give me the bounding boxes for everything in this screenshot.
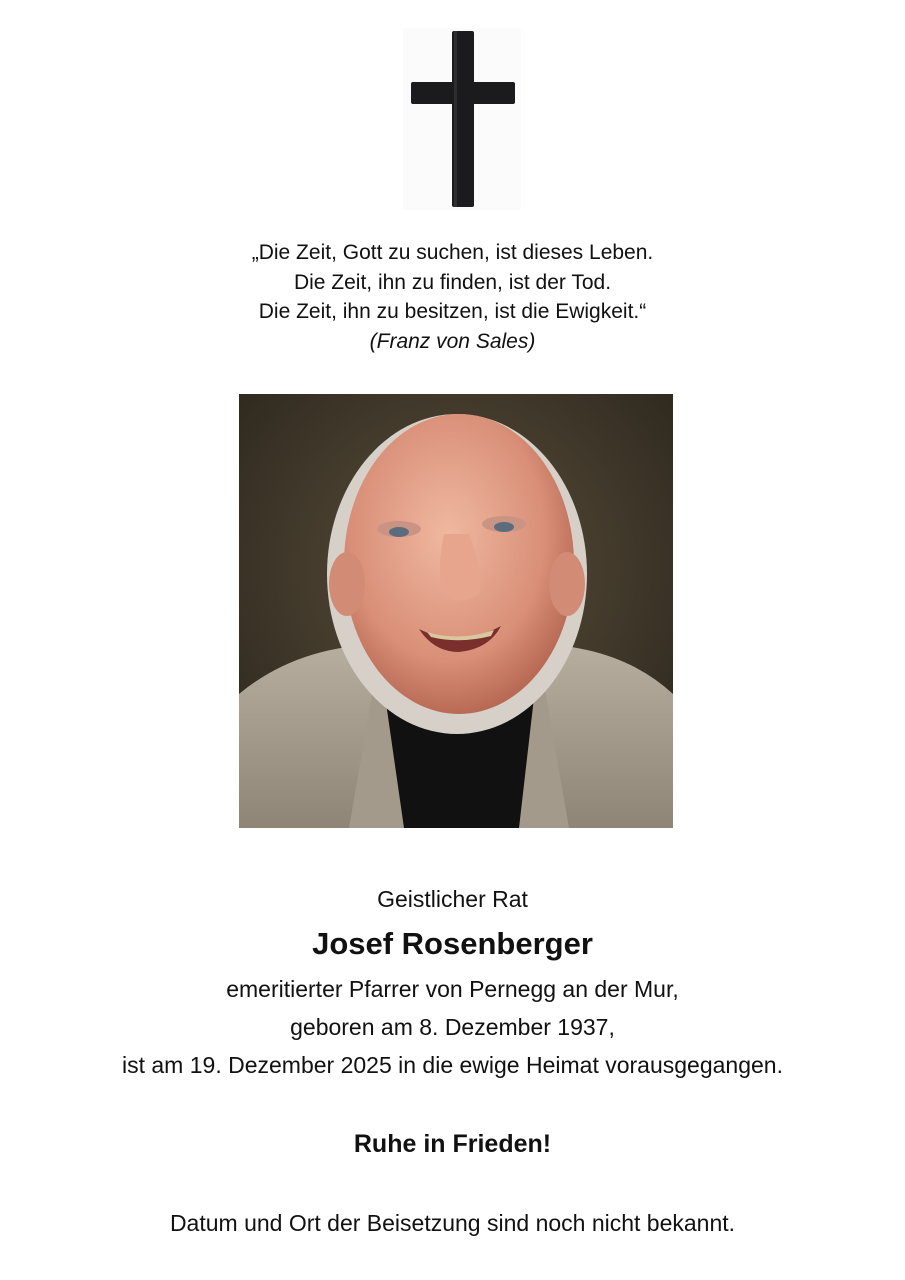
quote-line-2: Die Zeit, ihn zu finden, ist der Tod. [293,270,612,294]
rest-in-peace: Ruhe in Frieden! [353,1130,552,1158]
description-line-1: emeritierter Pfarrer von Pernegg an der Mur, [226,976,679,1002]
deceased-name: Josef Rosenberger [312,926,593,961]
memorial-quote [0,238,905,356]
quote-line-3: Die Zeit, ihn zu besitzen, ist die Ewigkeit.“ [258,300,647,323]
quote-line-1: „Die Zeit, Gott zu suchen, ist dieses Leben. [251,241,654,264]
description-line-2: geboren am 8. Dezember 1937, [290,1014,615,1040]
honorary-title: Geistlicher Rat [377,886,528,912]
portrait-photo [239,394,673,828]
quote-author: (Franz von Sales) [369,329,536,353]
description-line-3: ist am 19. Dezember 2025 in die ewige Heimat vorausgegangen. [122,1052,783,1078]
funeral-note: Datum und Ort der Beisetzung sind noch nicht bekannt. [169,1210,736,1236]
cross-icon [403,28,521,210]
